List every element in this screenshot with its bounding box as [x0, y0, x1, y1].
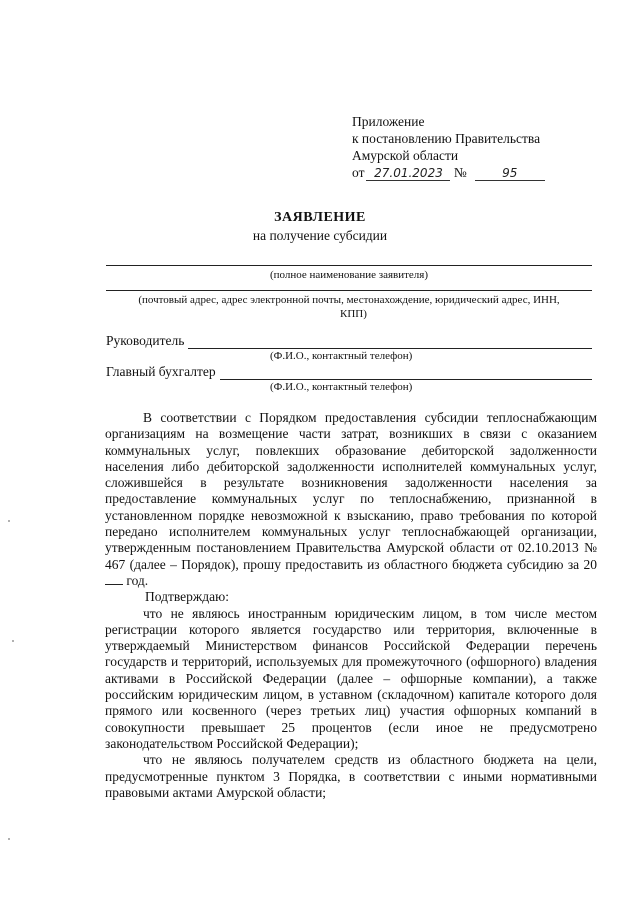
- applicant-name-caption: (полное наименование заявителя): [269, 269, 429, 281]
- statement-paragraph-2: что не являюсь иностранным юридическим лицом, в том числе местом регистрации которого является государство или территория, включенные в утверждаемый Министерством финансов Российской Федерации перечень государств и территорий, используемых для промежуточного (офшорного) владения активами в Российской Федерации (далее – офшорные компании), а также российским юридическим лицом, в уставном (складочном) капитале которого доля прямого или косвенного (через третьих лиц) участия офшорных компаний в совокупности превышает 25 процентов (если иное не предусмотрено законодательством Российской Федерации);: [105, 605, 597, 751]
- statement-paragraph-1-text: В соответствии с Порядком предоставления субсидии теплоснабжающим организациям на возмещение части затрат, возникших в связи с оказанием коммунальных услуг, повлекших образование дебиторской задолженности населения либо дебиторской задолженности исполнителей коммунальных услуг, сложившейся в результате возникновения задолженности населения за предоставление коммунальных услуг по теплоснабжению, признанной в установленном порядке невозможной к взысканию, право требования по которой передано исполнителем коммунальных услуг теплоснабжающей организации, утвержденным постановлением Правительства Амурской области от 02.10.2013 № 467 (далее – Порядок), прошу предоставить из областного бюджета субсидию за 20: [105, 410, 597, 572]
- document-subtitle: на получение субсидии: [252, 228, 388, 243]
- scan-speck: [8, 520, 10, 522]
- appendix-line-2: к постановлению Правительства: [352, 131, 541, 146]
- statement-paragraph-3: что не являюсь получателем средств из областного бюджета на цели, предусмотренные пунктом 3 Порядка, в соответствии с иными нормативными правовыми актами Амурской области;: [105, 752, 597, 800]
- applicant-name-line: [106, 265, 592, 266]
- applicant-details-line: [106, 290, 592, 291]
- head-contact-caption: (Ф.И.О., контактный телефон): [270, 350, 413, 362]
- applicant-details-caption-2: КПП): [340, 308, 367, 320]
- head-label: Руководитель: [106, 333, 185, 348]
- appendix-header: [352, 113, 545, 181]
- accountant-field-row: [106, 364, 592, 380]
- appendix-date-line: [352, 164, 545, 181]
- head-blank: [188, 336, 592, 349]
- statement-paragraph-1-end: год.: [126, 572, 149, 588]
- statement-body: [105, 410, 597, 801]
- statement-paragraph-1: [105, 410, 597, 589]
- applicant-details-caption-1: (почтовый адрес, адрес электронной почты, местонахождение, юридический адрес, ИНН,: [138, 294, 560, 306]
- date-prefix: от: [352, 165, 365, 180]
- number-label: №: [453, 165, 467, 180]
- year-blank: [105, 574, 123, 585]
- head-field-row: [106, 333, 592, 349]
- handwritten-number: 95: [475, 166, 545, 181]
- handwritten-date: 27.01.2023: [366, 166, 450, 181]
- accountant-label: Главный бухгалтер: [106, 364, 216, 379]
- accountant-blank: [220, 367, 592, 380]
- appendix-line-3: Амурской области: [352, 148, 459, 163]
- scan-speck: [12, 640, 14, 642]
- appendix-line-1: Приложение: [352, 114, 425, 129]
- confirm-heading: Подтверждаю:: [145, 589, 229, 605]
- scan-speck: [8, 838, 10, 840]
- accountant-contact-caption: (Ф.И.О., контактный телефон): [270, 381, 413, 393]
- document-title: ЗАЯВЛЕНИЕ: [274, 210, 366, 225]
